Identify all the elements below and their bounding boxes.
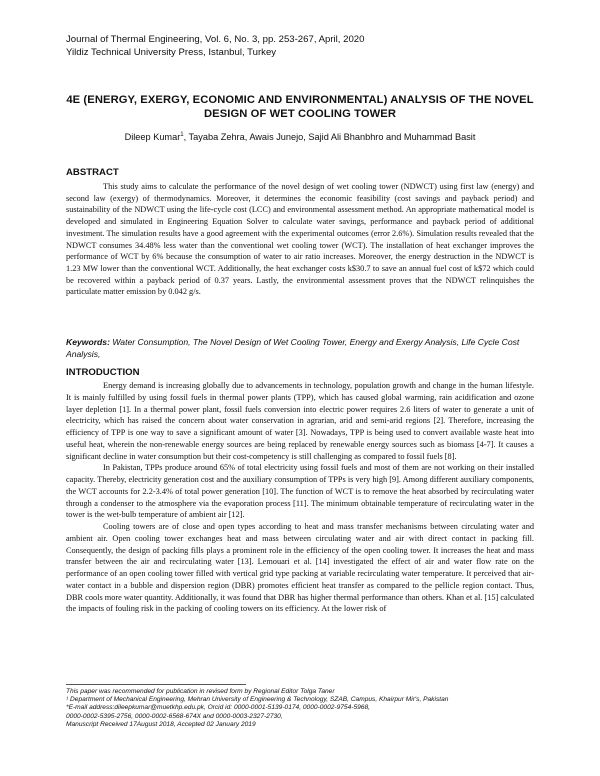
paragraph: Cooling towers are of close and open types according to heat and mass transfer mechanisms between circulating water and ambient air. Open cooling tower exchanges heat and mass between circulating water and air with direct contact in packing fill. Consequently, the design of packing fills plays a prominent role in the efficiency of the open cooling tower. It increases the heat and mass transfer between the air and recirculating water [13]. Lemouari et al. [14] investigated the effect of air and water flow rate on the performance of an open cooling tower filled with vertical grid type packing at variable recirculating water temperature. It perceived that air-water contact in a bubble and dispersion region (DBR) promotes efficient heat transfer as compared to the pellicle region contact. Thus, DBR cools more water quantity. Additionally, it was found that DBR has higher thermal performance than others. Khan et al. [15] calculated the impacts of fouling risk in the packing of cooling towers on its efficiency. At the lower risk of — [66, 522, 534, 614]
publisher-line: Yildiz Technical University Press, Istanbul, Turkey — [66, 47, 277, 58]
paragraph: Energy demand is increasing globally due to advancements in technology, population growth and change in the human lifestyle. It is mainly fulfilled by using fossil fuels in thermal power plants (TPP), which has caused global warming, rain acidification and ozone layer depletion [1]. In a thermal power plant, fossil fuels conversion into electric power requires 2.6 liters of water to generate a unit of electricity, which has raised the concern about water conservation in agrarian, arid and semi-arid regions [2]. Therefore, increasing the efficiency of TPP is one way to save a significant amount of water [3]. Nowadays, TPP is being used to convert available waste heat into useful heat, wherein the non-renewable energy sources are being replaced by renewable energy sources such as biomass [4-7]. It causes a significant decline in water consumption but their cost-competency is still challenging as compared to fossil fuels [8]. — [66, 381, 534, 461]
paper-title: 4E (ENERGY, EXERGY, ECONOMIC AND ENVIRONMENTAL) ANALYSIS OF THE NOVEL DESIGN OF WET COOLING TOWER — [66, 94, 534, 120]
affiliation-mark: 1 — [180, 132, 184, 138]
keywords-text: Water Consumption, The Novel Design of Wet Cooling Tower, Energy and Exergy Analysis, Life Cycle Cost Analysis, — [66, 337, 520, 359]
author-list — [66, 129, 534, 143]
abstract-heading: ABSTRACT — [66, 167, 119, 178]
other-authors: , Tayaba Zehra, Awais Junejo, Sajid Ali Bhanbhro and Muhammad Basit — [183, 132, 476, 143]
footnote-affiliation: ¹ Department of Mechanical Engineering, Mehran University of Engineering & Technology, SZAB, Campus, Khairpur Mir's, Pakistan — [66, 696, 449, 704]
footnote-recommendation: This paper was recommended for publication in revised form by Regional Editor Tolga Taner — [66, 688, 335, 695]
journal-citation: Journal of Thermal Engineering, Vol. 6, No. 3, pp. 253-267, April, 2020 — [66, 34, 365, 45]
footnotes — [66, 688, 534, 729]
paragraph: In Pakistan, TPPs produce around 65% of total electricity using fossil fuels and most of them are not working on their installed capacity. Thereby, electricity generation cost and the auxiliary consumption of TPPs is very high [9]. Among different auxiliary components, the WCT accounts for 2.2-3.4% of total power generation [10]. The function of WCT is to remove the heat absorbed by recirculating water through a condenser to the atmosphere via the evaporation process [11]. The minimum obtainable temperature of recirculating water in the tower is the wet-bulb temperature of ambient air [12]. — [66, 463, 534, 520]
introduction-body — [66, 380, 534, 615]
journal-header — [66, 33, 364, 59]
abstract-body: This study aims to calculate the performance of the novel design of wet cooling tower (NDWCT) using first law (energy) and second law (exergy) of thermodynamics. Moreover, it determines the economic feasibility (cost savings and payback period) and sustainability of the NDWCT using the life-cycle cost (LCC) and environmental assessment method. An appropriate mathematical model is developed and simulated in Engineering Equation Solver to calculate water savings, performance and payback period of additional investment. The simulation results have a good agreement with the experimental outcomes (error 2.6%). Simulation results revealed that the NDWCT consumes 34.48% less water than the conventional wet cooling tower (WCT). The installation of heat exchanger improves the performance of WCT by 6% because the consumption of water to air ratio increases. Moreover, the energy destruction in the NDWCT is 1.23 MW lower than the conventional WCT. Additionally, the heat exchanger costs k$30.7 to save an annual fuel cost of k$72 which could be recovered within a payback period of 0.37 years. Lastly, the environmental assessment proves that the NDWCT relinquishes the particulate matter emission by 0.042 g/s. — [66, 182, 534, 297]
footnote-divider — [66, 684, 246, 685]
keywords — [66, 337, 534, 360]
footnote-orcid-continued: 0000-0002-5395-2756, 0000-0002-6568-674X and 0000-0003-2327-2730, — [66, 712, 283, 720]
footnote-manuscript-dates: Manuscript Received 17August 2018, Accepted 02 January 2019 — [66, 720, 256, 728]
keywords-label: Keywords: — [66, 337, 110, 347]
footnote-email-orcid: *E-mail address:dileepkumar@muetkhp.edu.pk, Orcid id: 0000-0001-5139-0174, 0000-0002-9754-5968, — [66, 704, 370, 712]
first-author: Dileep Kumar — [124, 132, 181, 143]
introduction-heading: INTRODUCTION — [66, 367, 140, 378]
